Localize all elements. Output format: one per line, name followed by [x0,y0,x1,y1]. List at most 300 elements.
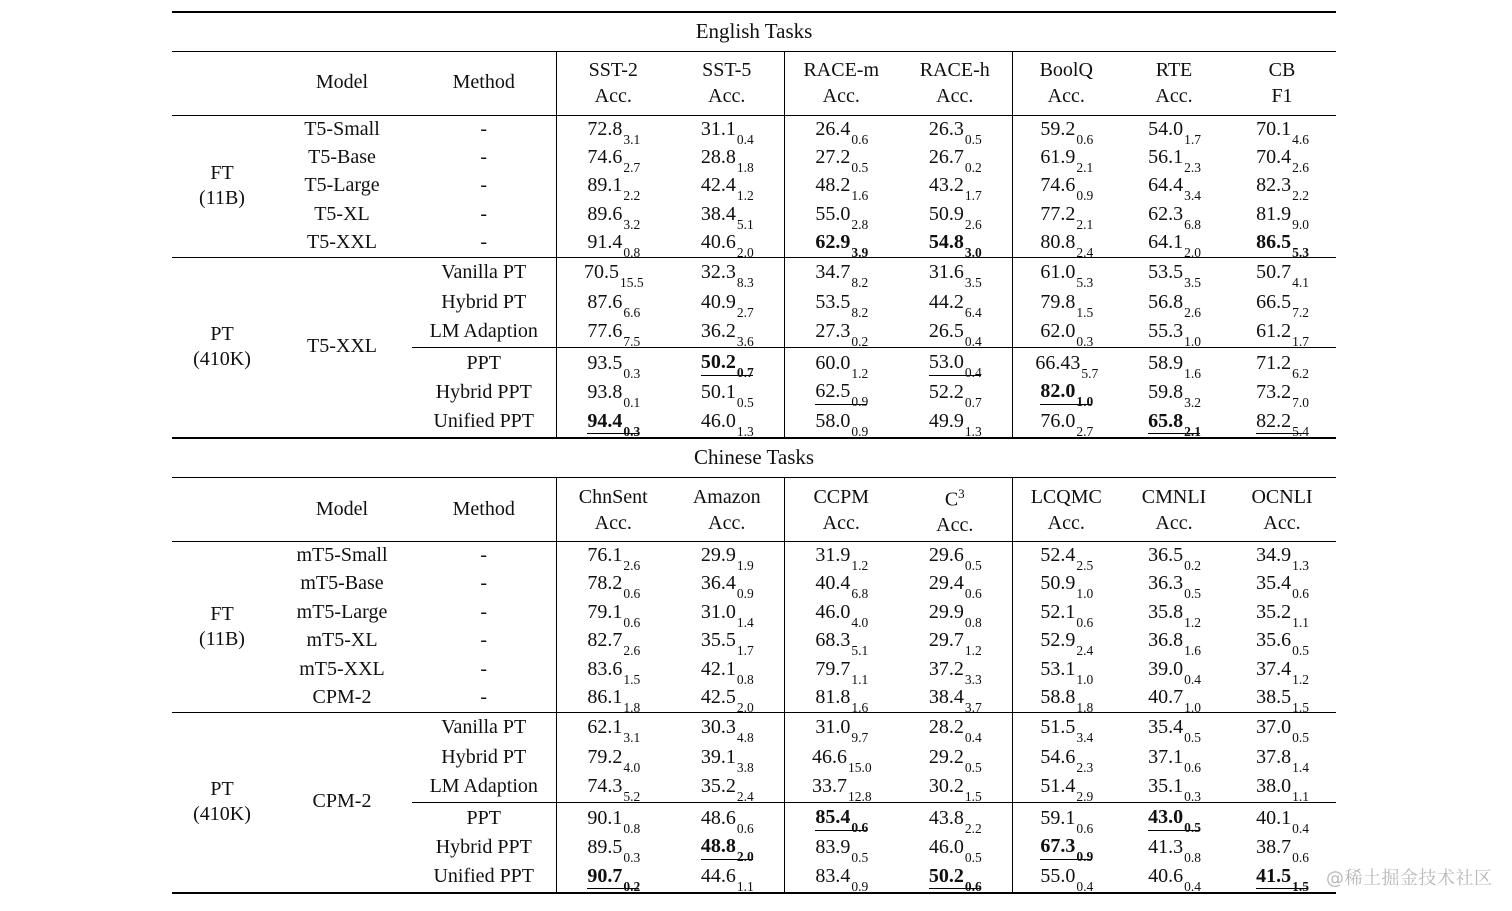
metric-cell [1120,378,1228,408]
metric-value: $53.5_{8.2}$ [815,290,869,320]
col-header-ocnli [1228,478,1336,542]
metric-std: 2.2 [623,188,641,204]
table-row [172,713,1336,743]
metric-std: 1.6 [1184,365,1201,381]
metric-cell [1120,627,1228,659]
metric-std: 0.2 [964,159,982,175]
col-header-line1: RTE [1155,59,1193,81]
metric-std: 6.8 [1184,216,1201,232]
metric-std: 3.9 [851,245,869,261]
metric-cell [1012,115,1120,147]
col-header-group [172,478,272,542]
metric-cell [556,833,670,863]
metric-std: 3.6 [736,334,754,350]
metric-value: $82.0_{1.0}$ [1040,380,1094,410]
col-header-group [172,51,272,115]
metric-std: 0.2 [1184,558,1201,574]
metric-cell [1228,803,1336,836]
metric-value: $82.7_{2.6}$ [587,629,641,659]
metric-std: 1.5 [623,671,641,687]
col-header-rte [1120,51,1228,115]
method-label: LM Adaption [412,318,556,348]
metric-std: 4.0 [623,759,641,775]
metric-cell [1012,599,1120,628]
watermark: @稀土掘金技术社区 [1326,868,1493,889]
metric-value: $62.1_{3.1}$ [587,715,641,745]
metric-std: 0.8 [1184,849,1201,865]
metric-cell [670,115,784,147]
metric-cell [1012,773,1120,803]
metric-value: $73.2_{7.0}$ [1256,380,1309,410]
metric-value: $27.2_{0.5}$ [815,145,869,175]
metric-value: $37.8_{1.4}$ [1256,745,1309,775]
metric-cell [1012,542,1120,574]
metric-value: $93.5_{0.3}$ [587,351,641,381]
metric-cell [898,542,1012,574]
table-row [172,115,1336,144]
metric-cell [1228,115,1336,147]
metric-std: 1.5 [1076,304,1094,320]
section-title-row [172,12,1336,51]
method-label: - [412,229,556,258]
section-title: Chinese Tasks [172,439,1336,478]
column-header-row [172,478,1336,542]
metric-value: $78.2_{0.6}$ [587,572,641,602]
metric-cell [670,229,784,261]
metric-value: $35.4_{0.5}$ [1148,715,1201,745]
metric-std: 2.1 [1076,216,1094,232]
metric-std: 1.7 [964,188,982,204]
metric-cell [1120,713,1228,743]
metric-std: 3.2 [1184,394,1201,410]
metric-value: $26.7_{0.2}$ [928,145,982,175]
metric-cell [1228,743,1336,773]
metric-cell [556,684,670,716]
metric-cell [784,348,898,381]
col-header-line1: OCNLI [1251,485,1313,508]
method-label: - [412,599,556,628]
metric-std: 0.6 [851,820,869,836]
metric-std: 0.5 [851,159,869,175]
metric-std: 1.0 [1184,700,1201,716]
metric-cell [1120,656,1228,685]
table-row [172,656,1336,685]
metric-cell [1012,713,1120,743]
metric-value: $40.6_{2.0}$ [700,231,754,261]
metric-cell [898,713,1012,743]
metric-std: 1.8 [736,159,754,175]
table-row [172,570,1336,599]
col-header-line1: SST-2 [588,59,638,81]
metric-std: 1.6 [1184,643,1201,659]
method-label: - [412,684,556,713]
metric-std: 1.2 [851,558,869,574]
metric-std: 2.3 [1184,159,1201,175]
metric-value: $68.3_{5.1}$ [815,629,869,659]
metric-cell [784,144,898,173]
metric-std: 1.7 [1184,131,1201,147]
col-header-sst-2 [556,51,670,115]
metric-value: $43.2_{1.7}$ [928,174,982,204]
metric-value: $93.8_{0.1}$ [587,380,641,410]
metric-value: $64.4_{3.4}$ [1148,174,1201,204]
metric-value: $89.5_{0.3}$ [587,835,641,865]
metric-value: $46.6_{15.0}$ [811,745,872,775]
metric-cell [556,599,670,628]
metric-value: $60.0_{1.2}$ [815,351,869,381]
metric-cell [670,318,784,348]
col-header-model: Model [272,478,412,542]
metric-std: 1.0 [1184,334,1201,350]
metric-std: 2.6 [1184,304,1201,320]
metric-cell [556,570,670,602]
col-header-race-h [898,51,1012,115]
metric-cell [1120,743,1228,773]
metric-value: $36.2_{3.6}$ [700,320,754,350]
col-header-line2: Acc. [594,511,632,534]
metric-std: 1.1 [736,879,754,895]
method-label: - [412,627,556,656]
metric-cell [1120,258,1228,288]
metric-value: $61.2_{1.7}$ [1256,320,1309,350]
col-header-method: Method [412,478,556,542]
metric-std: 5.1 [851,643,869,659]
col-header-line2: Acc. [708,511,746,534]
metric-cell [784,172,898,204]
metric-std: 0.5 [1184,586,1201,602]
metric-std: 3.4 [1184,188,1201,204]
metric-value: $35.6_{0.5}$ [1256,629,1309,659]
metric-cell [556,713,670,743]
metric-cell [1228,863,1336,893]
metric-cell [1120,144,1228,173]
col-header-line2: Acc. [1047,85,1085,107]
metric-cell [556,258,670,288]
method-label: Hybrid PPT [412,833,556,863]
metric-std: 8.2 [851,304,869,320]
metric-cell [1120,773,1228,803]
metric-cell [1120,833,1228,863]
metric-std: 1.0 [1076,394,1094,410]
model-label: mT5-Large [296,600,388,623]
metric-std: 0.6 [1076,820,1094,836]
metric-value: $83.9_{0.5}$ [815,835,869,865]
col-header-cmnli [1120,478,1228,542]
metric-cell [1228,144,1336,173]
metric-std: 1.4 [1292,759,1309,775]
method-label: - [412,144,556,173]
metric-value: $46.0_{0.5}$ [928,835,982,865]
metric-cell [670,172,784,204]
metric-std: 1.5 [1292,878,1309,894]
metric-value: $74.3_{5.2}$ [587,775,641,805]
metric-std: 0.4 [1184,879,1201,895]
table-row [172,144,1336,173]
group-label-line: (410K) [193,348,251,371]
metric-std: 0.1 [623,394,641,410]
metric-value: $67.3_{0.9}$ [1040,835,1094,865]
metric-std: 1.2 [736,188,754,204]
metric-value: $59.8_{3.2}$ [1148,380,1201,410]
metric-value: $38.0_{1.1}$ [1256,775,1309,805]
col-header-line2: Acc. [936,514,974,537]
metric-value: $86.1_{1.8}$ [587,686,641,716]
metric-cell [670,713,784,743]
metric-std: 1.1 [1292,789,1309,805]
metric-std: 0.6 [964,586,982,602]
metric-value: $50.1_{0.5}$ [700,380,754,410]
metric-cell [1120,229,1228,261]
metric-cell [784,599,898,628]
metric-value: $36.4_{0.9}$ [700,572,754,602]
metric-value: $86.5_{5.3}$ [1256,231,1309,261]
metric-value: $38.4_{3.7}$ [928,686,982,716]
method-label: - [412,656,556,685]
metric-std: 6.8 [851,586,869,602]
metric-cell [784,773,898,803]
col-header-lcqmc [1012,478,1120,542]
metric-value: $39.0_{0.4}$ [1148,657,1201,687]
metric-std: 9.7 [851,729,869,745]
metric-cell [1228,229,1336,261]
metric-cell [556,773,670,803]
metric-value: $42.5_{2.0}$ [700,686,754,716]
metric-std: 1.6 [851,188,869,204]
metric-value: $53.1_{1.0}$ [1040,657,1094,687]
metric-cell [1120,172,1228,204]
model-label: mT5-Base [300,572,384,595]
metric-cell [898,172,1012,204]
metric-std: 1.7 [736,643,754,659]
metric-std: 6.6 [623,304,641,320]
metric-cell [898,599,1012,628]
metric-value: $44.6_{1.1}$ [700,865,754,895]
metric-cell [1012,378,1120,408]
metric-value: $29.9_{0.8}$ [928,600,982,630]
metric-std: 0.3 [1184,789,1201,805]
metric-value: $58.9_{1.6}$ [1148,351,1201,381]
col-header-model: Model [272,51,412,115]
metric-value: $54.0_{1.7}$ [1148,117,1201,147]
metric-value: $48.8_{2.0}$ [700,835,754,865]
metric-std: 6.4 [964,304,982,320]
model-label: T5-XXL [272,229,412,258]
metric-value: $34.9_{1.3}$ [1256,544,1309,574]
metric-std: 0.4 [964,334,982,350]
col-header-method: Method [412,51,556,115]
metric-std: 3.7 [964,700,982,716]
metric-cell [556,627,670,659]
metric-std: 1.2 [964,643,982,659]
metric-value: $71.2_{6.2}$ [1256,351,1309,381]
metric-std: 0.8 [623,820,641,836]
method-label: - [412,115,556,144]
metric-value: $27.3_{0.2}$ [815,320,869,350]
col-header-cb [1228,51,1336,115]
metric-cell [670,684,784,716]
metric-cell [556,318,670,348]
metric-cell [1012,258,1120,288]
table-row [172,599,1336,628]
metric-cell [1012,144,1120,173]
metric-value: $83.4_{0.9}$ [815,865,869,895]
metric-std: 0.4 [964,729,982,745]
metric-value: $37.0_{0.5}$ [1256,715,1309,745]
metric-std: 1.5 [1292,700,1309,716]
metric-std: 6.2 [1292,365,1309,381]
metric-cell [1012,201,1120,230]
metric-value: $59.2_{0.6}$ [1040,117,1094,147]
metric-std: 0.6 [1292,849,1309,865]
metric-cell [1120,348,1228,381]
metric-value: $55.0_{2.8}$ [815,202,869,232]
metric-value: $30.2_{1.5}$ [928,775,982,805]
metric-value: $65.8_{2.1}$ [1148,409,1201,439]
metric-value: $52.4_{2.5}$ [1040,544,1094,574]
model-label: T5-Large [304,174,380,197]
metric-std: 2.2 [1292,188,1309,204]
metric-cell [1228,318,1336,348]
metric-std: 2.6 [623,643,641,659]
metric-value: $70.1_{4.6}$ [1256,117,1309,147]
metric-value: $42.4_{1.2}$ [700,174,754,204]
metric-std: 2.7 [1076,424,1094,440]
metric-cell [1228,570,1336,602]
metric-cell [1228,773,1336,803]
metric-cell [1120,684,1228,716]
metric-value: $54.6_{2.3}$ [1040,745,1094,775]
metric-value: $82.3_{2.2}$ [1256,174,1309,204]
metric-std: 1.4 [736,614,754,630]
col-header-line1: $C^3$ [944,485,965,511]
metric-cell [1228,713,1336,743]
metric-value: $31.0_{1.4}$ [700,600,754,630]
metric-cell [784,863,898,893]
model-label: mT5-XXL [299,657,385,680]
metric-std: 2.0 [736,245,754,261]
metric-cell [670,863,784,893]
col-header-sst-5 [670,51,784,115]
metric-value: $50.2_{0.7}$ [700,351,754,381]
metric-std: 9.0 [1292,216,1309,232]
metric-cell [898,378,1012,408]
metric-cell [1120,570,1228,602]
metric-std: 2.8 [851,216,869,232]
metric-cell [1120,863,1228,893]
metric-cell [784,684,898,716]
metric-value: $38.5_{1.5}$ [1256,686,1309,716]
metric-std: 12.8 [847,789,872,805]
metric-std: 0.8 [964,614,982,630]
metric-value: $48.2_{1.6}$ [815,174,869,204]
results-tables [172,11,1336,894]
metric-std: 0.5 [1292,643,1309,659]
metric-value: $56.1_{2.3}$ [1148,145,1201,175]
metric-cell [1012,803,1120,836]
col-header-amazon [670,478,784,542]
metric-std: 0.6 [736,820,754,836]
metric-value: $33.7_{12.8}$ [811,775,872,805]
col-header-line2: Acc. [822,511,860,534]
metric-cell [784,201,898,230]
metric-value: $31.0_{9.7}$ [815,715,869,745]
metric-cell [1228,684,1336,716]
section-title-row [172,439,1336,478]
metric-cell [1012,656,1120,685]
metric-value: $58.0_{0.9}$ [815,410,869,440]
metric-std: 7.2 [1292,304,1309,320]
metric-value: $77.2_{2.1}$ [1040,202,1094,232]
metric-value: $79.1_{0.6}$ [587,600,641,630]
metric-std: 8.2 [851,274,869,290]
metric-cell [1012,348,1120,381]
group-label-line: PT [210,323,234,346]
metric-value: $30.3_{4.8}$ [700,715,754,745]
metric-value: $35.4_{0.6}$ [1256,572,1309,602]
metric-std: 0.6 [1184,759,1201,775]
metric-std: 2.7 [736,304,754,320]
metric-cell [670,599,784,628]
metric-std: 0.6 [1076,131,1094,147]
metric-std: 3.5 [1184,274,1201,290]
method-label: Unified PPT [412,408,556,438]
metric-std: 2.0 [736,700,754,716]
metric-std: 2.4 [736,789,754,805]
metric-cell [898,863,1012,893]
metric-cell [784,115,898,147]
metric-value: $77.6_{7.5}$ [587,320,641,350]
metric-std: 5.1 [736,216,754,232]
metric-value: $31.1_{0.4}$ [700,117,754,147]
table-row [172,684,1336,713]
metric-value: $37.4_{1.2}$ [1256,657,1309,687]
metric-cell [556,378,670,408]
metric-value: $50.9_{1.0}$ [1040,572,1094,602]
metric-std: 2.4 [1076,245,1094,261]
metric-std: 8.3 [736,274,754,290]
metric-value: $29.6_{0.5}$ [928,544,982,574]
metric-cell [1120,542,1228,574]
model-label: T5-Base [308,145,376,168]
metric-std: 0.9 [851,424,869,440]
metric-std: 2.7 [623,159,641,175]
method-label: PPT [412,803,556,833]
metric-cell [670,288,784,318]
metric-cell [1012,229,1120,261]
col-header-line2: Acc. [1263,511,1301,534]
metric-std: 0.4 [1076,879,1094,895]
col-header-line1: ChnSent [578,485,648,508]
metric-value: $89.6_{3.2}$ [587,202,641,232]
table-row [172,172,1336,201]
metric-std: 1.9 [736,558,754,574]
metric-value: $66.5_{7.2}$ [1256,290,1309,320]
method-label: - [412,172,556,201]
method-label: PPT [412,348,556,378]
col-header-line2: Acc. [822,85,860,107]
metric-std: 4.1 [1292,274,1309,290]
metric-value: $52.9_{2.4}$ [1040,629,1094,659]
method-label: - [412,542,556,571]
metric-value: $89.1_{2.2}$ [587,174,641,204]
metric-cell [1120,408,1228,438]
table-row [172,542,1336,571]
metric-std: 1.0 [1076,586,1094,602]
metric-std: 0.4 [736,131,754,147]
metric-std: 2.6 [623,558,641,574]
metric-cell [556,863,670,893]
metric-std: 0.9 [1076,849,1094,865]
